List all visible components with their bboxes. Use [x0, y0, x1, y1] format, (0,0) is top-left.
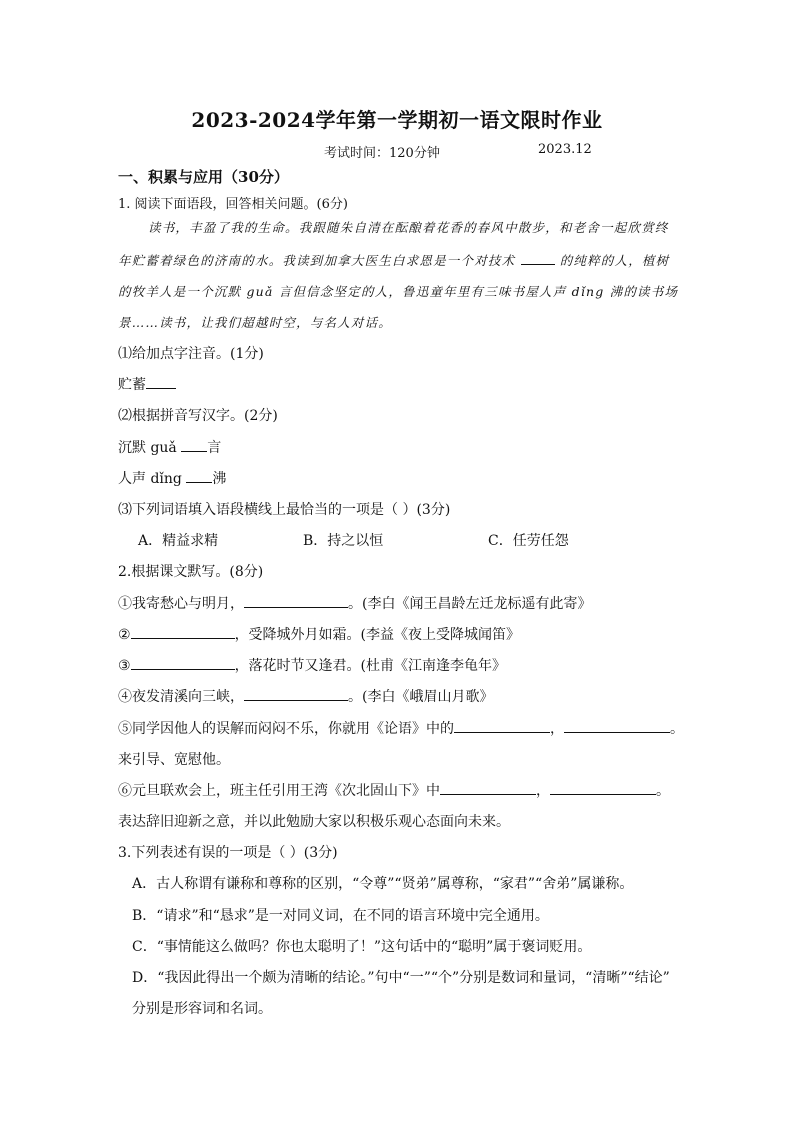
question-3-stem: 3.下列表述有误的一项是（ ）(3分) [118, 845, 338, 861]
exam-info [324, 142, 592, 161]
recitation-item-4: ④夜发清溪向三峡， 。(李白《峨眉山月歌》 [118, 686, 493, 706]
sub-question-2-item-1: 沉默 guǎ 言 [118, 437, 221, 457]
exam-date: 2023.12 [538, 142, 592, 157]
passage-line: 景……读书，让我们超越时空，与名人对话。 [118, 315, 393, 330]
option-c: C．任劳任怨 [488, 533, 569, 549]
answer-blank [131, 655, 235, 670]
passage-blank [521, 250, 555, 265]
section-heading: 一、积累与应用（30分） [118, 168, 289, 186]
sub-question-2: ⑵根据拼音写汉字。(2分) [118, 408, 278, 424]
recitation-item-1: ①我寄愁心与明月， 。(李白《闻王昌龄左迁龙标遥有此寄》 [118, 593, 591, 613]
exam-time: 考试时间：120分钟 [324, 146, 440, 161]
recitation-item-2: ② ，受降城外月如霜。(李益《夜上受降城闻笛》 [118, 624, 520, 644]
passage-line: 年贮蓄着绿色的济南的水。我读到加拿大医生白求恩是一个对技术 的纯粹的人，植树 [118, 250, 669, 269]
answer-blank [146, 374, 176, 389]
answer-blank [454, 718, 550, 733]
answer-blank [181, 437, 207, 452]
answer-blank [550, 780, 656, 795]
recitation-item-5-line-2: 来引导、宽慰他。 [118, 752, 230, 768]
question-3-option-d-line-2: 分别是形容词和名词。 [132, 1001, 272, 1017]
question-3-option-d: D．“我因此得出一个颇为清晰的结论。”句中“一”“个”分别是数词和量词，“清晰”“结论” [132, 970, 670, 986]
answer-blank [131, 624, 235, 639]
answer-blank [564, 718, 670, 733]
sub-question-1: ⑴给加点字注音。(1分) [118, 346, 264, 362]
sub-question-3: ⑶下列词语填入语段横线上最恰当的一项是（ ）(3分) [118, 502, 451, 518]
option-b: B．持之以恒 [303, 533, 384, 549]
option-a: A．精益求精 [138, 533, 219, 549]
sub-question-2-item-2: 人声 dǐng 沸 [118, 468, 226, 488]
recitation-item-3: ③ ，落花时节又逢君。(杜甫《江南逢李龟年》 [118, 655, 506, 675]
question-3-option-c: C．“事情能这么做吗？你也太聪明了！”这句话中的“聪明”属于褒词贬用。 [132, 939, 592, 955]
sub-question-1-item: 贮蓄 [118, 374, 176, 394]
document-title: 2023-2024学年第一学期初一语文限时作业 [191, 108, 603, 132]
answer-blank [440, 780, 536, 795]
passage-line: 读书，丰盈了我的生命。我跟随朱自清在酝酿着花香的春风中散步，和老舍一起欣赏终 [148, 220, 669, 235]
answer-blank [244, 593, 348, 608]
answer-blank [244, 686, 348, 701]
passage-line: 的牧羊人是一个沉默 guǎ 言但信念坚定的人，鲁迅童年里有三味书屋人声 dǐng 沸的读书场 [118, 284, 679, 299]
question-3-option-a: A．古人称谓有谦称和尊称的区别，“令尊”“贤弟”属尊称，“家君”“舍弟”属谦称。 [132, 876, 634, 892]
question-3-option-b: B．“请求”和“恳求”是一对同义词，在不同的语言环境中完全通用。 [132, 908, 549, 924]
recitation-item-6: ⑥元旦联欢会上，班主任引用王湾《次北固山下》中 ， 。 [118, 780, 670, 800]
recitation-item-5: ⑤同学因他人的误解而闷闷不乐，你就用《论语》中的 ， 。 [118, 718, 684, 738]
recitation-item-6-line-2: 表达辞旧迎新之意，并以此勉励大家以积极乐观心态面向未来。 [118, 814, 510, 830]
question-1-stem: 1. 阅读下面语段，回答相关问题。(6分) [118, 197, 348, 212]
answer-blank [186, 468, 212, 483]
question-2-stem: 2.根据课文默写。(8分) [118, 564, 264, 580]
